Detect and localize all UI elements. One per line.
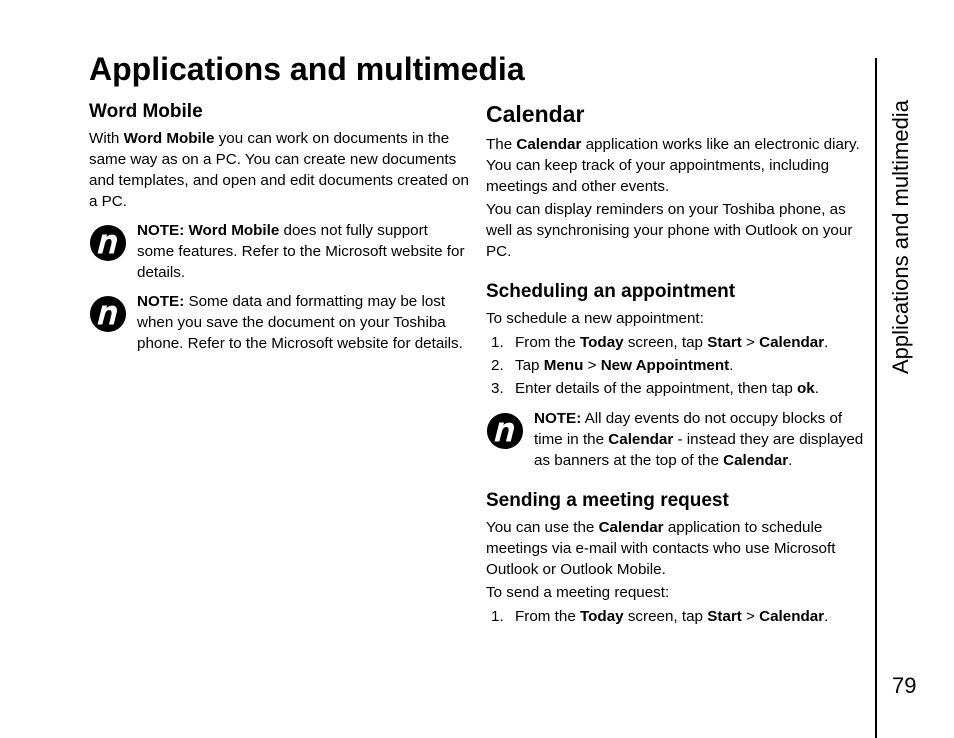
- scheduling-intro: To schedule a new appointment:: [486, 310, 704, 327]
- left-column: [89, 100, 469, 354]
- note-word-mobile-support: [89, 220, 469, 283]
- note-icon: [89, 224, 127, 262]
- right-column: [486, 100, 864, 628]
- page-number: 79: [892, 673, 917, 698]
- meeting-intro: You can use the Calendar application to schedule meetings via e-mail with contacts who use Microsoft Outlook or Outlook Mobile.: [486, 519, 836, 578]
- side-section-label: Applications and multimedia: [888, 100, 913, 374]
- calendar-intro: The Calendar application works like an electronic diary. You can keep track of your appointments, including meetings and other events.: [486, 136, 860, 195]
- note-data-loss: [89, 291, 469, 354]
- calendar-heading: Calendar: [486, 101, 585, 127]
- note-icon: [486, 412, 524, 450]
- scheduling-heading: Scheduling an appointment: [486, 281, 736, 302]
- note-text: NOTE: All day events do not occupy blocks of time in the Calendar - instead they are displayed as banners at the top of the Calendar.: [534, 410, 864, 469]
- word-mobile-intro: With Word Mobile you can work on documents in the same way as on a PC. You can create new documents and templates, and open and edit documents created on a PC.: [89, 130, 469, 210]
- meeting-steps-intro: To send a meeting request:: [486, 584, 670, 601]
- list-item: 3. Enter details of the appointment, then tap ok.: [491, 380, 819, 397]
- list-item: 1. From the Today screen, tap Start > Calendar.: [491, 608, 829, 625]
- list-item: 2. Tap Menu > New Appointment.: [491, 357, 734, 374]
- scheduling-steps: [486, 331, 864, 400]
- page-title: Applications and multimedia: [89, 51, 525, 87]
- meeting-steps: [486, 605, 864, 628]
- word-mobile-heading: Word Mobile: [89, 101, 203, 122]
- note-text: NOTE: Word Mobile does not fully support some features. Refer to the Microsoft website for details.: [137, 222, 465, 281]
- note-text: NOTE: Some data and formatting may be lost when you save the document on your Toshiba phone. Refer to the Microsoft website for details.: [137, 293, 463, 352]
- note-icon: [89, 295, 127, 333]
- side-divider: [875, 58, 877, 738]
- note-all-day-events: [486, 408, 864, 471]
- calendar-reminders: You can display reminders on your Toshiba phone, as well as synchronising your phone with Outlook on your PC.: [486, 201, 853, 260]
- list-item: 1. From the Today screen, tap Start > Calendar.: [491, 334, 829, 351]
- meeting-heading: Sending a meeting request: [486, 490, 729, 511]
